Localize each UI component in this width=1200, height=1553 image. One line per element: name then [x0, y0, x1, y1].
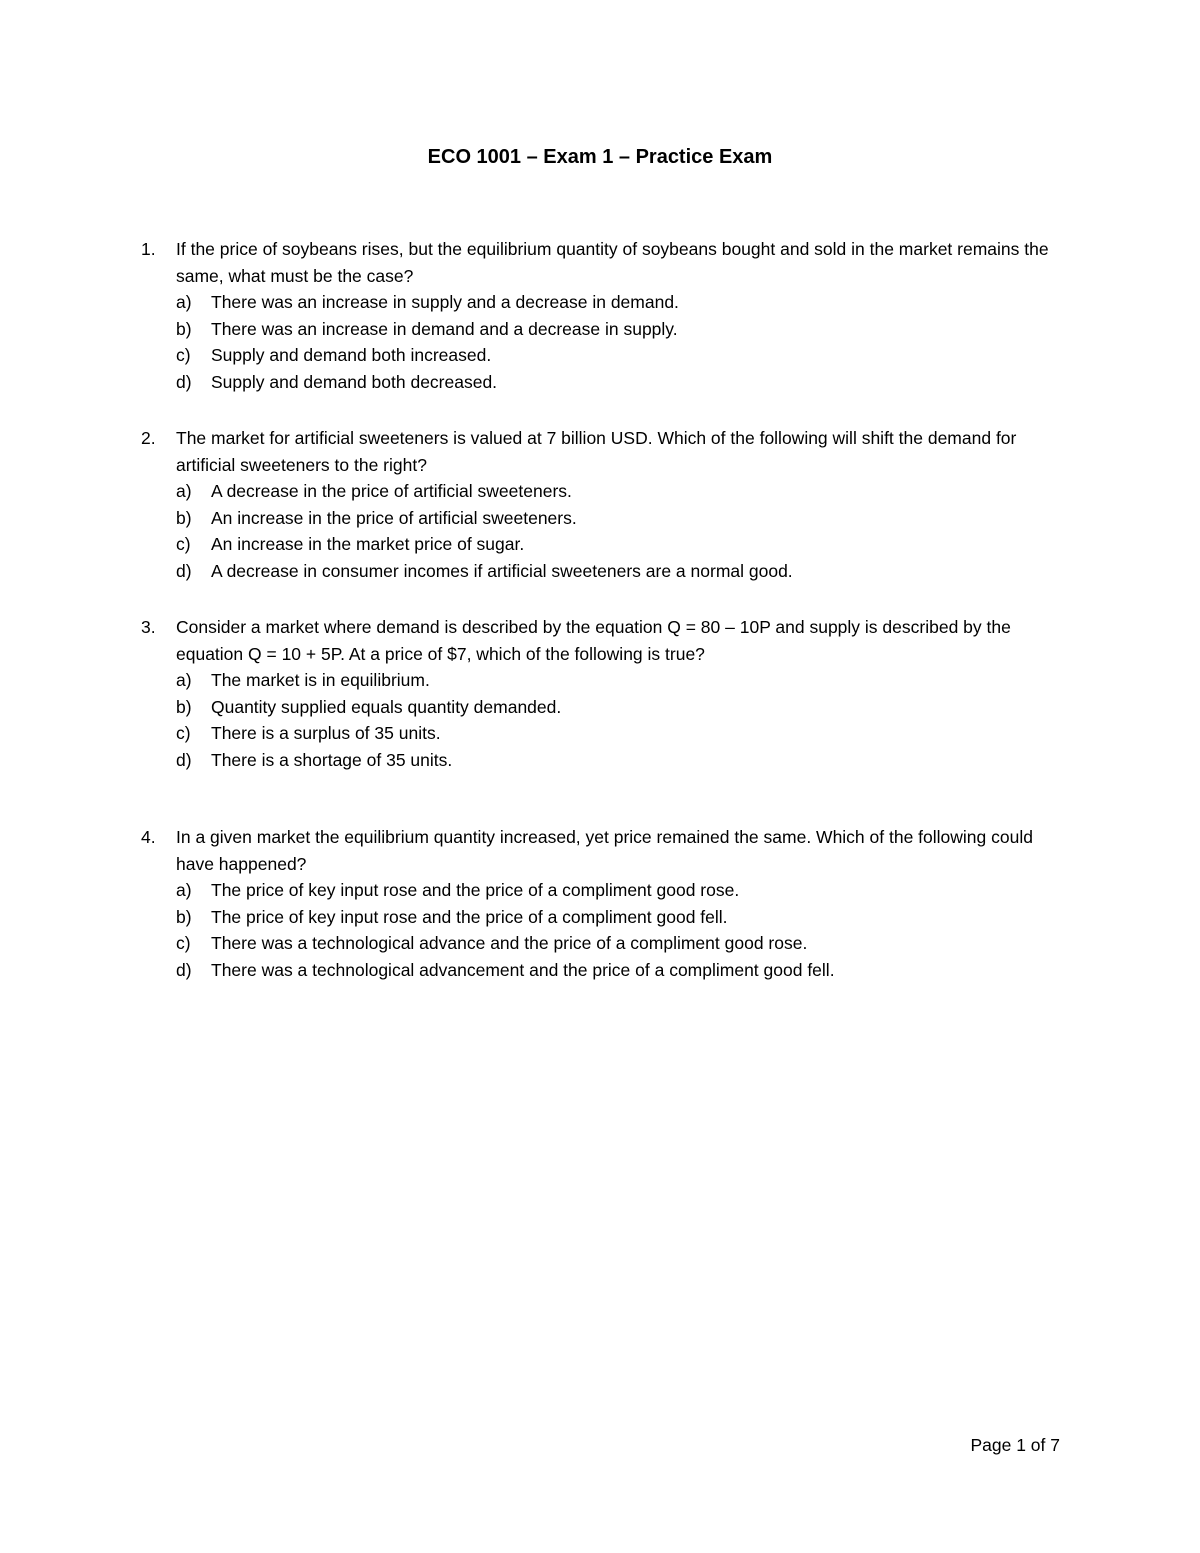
option-text: A decrease in the price of artificial sweeteners.: [211, 481, 572, 501]
answer-option: [176, 369, 1061, 396]
answer-option: [176, 505, 1061, 532]
option-letter: c): [176, 933, 191, 953]
answer-option: [176, 558, 1061, 585]
option-text: There was an increase in demand and a decrease in supply.: [211, 318, 678, 339]
question-2: [141, 425, 1061, 584]
option-letter: d): [176, 371, 192, 392]
option-letter: d): [176, 560, 192, 581]
option-text: An increase in the price of artificial sweeteners.: [211, 507, 577, 528]
question-text: Consider a market where demand is described by the equation Q = 80 – 10P and supply is described by the equation Q = 10 + 5P. At a price of $7, which of the following is true?: [176, 617, 1011, 664]
answer-option: [176, 904, 1061, 931]
question-4: [141, 824, 1061, 983]
answer-option: [176, 667, 1061, 694]
option-text: There is a surplus of 35 units.: [211, 723, 441, 743]
question-number: 3.: [141, 617, 156, 637]
answer-option: [176, 720, 1061, 747]
option-letter: b): [176, 318, 192, 339]
option-letter: d): [176, 959, 192, 980]
option-text: An increase in the market price of sugar.: [211, 534, 525, 554]
option-letter: b): [176, 696, 192, 717]
option-text: The price of key input rose and the price of a compliment good fell.: [211, 906, 728, 927]
answer-option: [176, 316, 1061, 343]
option-letter: b): [176, 906, 192, 927]
option-letter: c): [176, 723, 191, 743]
answer-option: [176, 289, 1061, 316]
option-text: A decrease in consumer incomes if artificial sweeteners are a normal good.: [211, 560, 793, 581]
page-number: Page 1 of 7: [970, 1435, 1060, 1455]
question-number: 2.: [141, 428, 156, 448]
answer-option: [176, 930, 1061, 957]
answer-option: [176, 957, 1061, 984]
option-letter: a): [176, 880, 192, 900]
option-text: Supply and demand both decreased.: [211, 371, 498, 392]
option-letter: c): [176, 534, 191, 554]
option-letter: b): [176, 507, 192, 528]
option-text: The price of key input rose and the price of a compliment good rose.: [211, 880, 740, 900]
answer-option: [176, 478, 1061, 505]
answer-option: [176, 877, 1061, 904]
option-text: Supply and demand both increased.: [211, 345, 492, 365]
question-number: 4.: [141, 827, 156, 847]
answer-options: [141, 667, 1061, 773]
answer-options: [141, 877, 1061, 983]
page-title: ECO 1001 – Exam 1 – Practice Exam: [427, 146, 773, 168]
option-text: There was a technological advancement and the price of a compliment good fell.: [211, 959, 835, 980]
question-text: The market for artificial sweeteners is valued at 7 billion USD. Which of the following will shift the demand for artificial sweeteners to the right?: [176, 428, 1017, 475]
answer-options: [141, 289, 1061, 395]
option-text: There was a technological advance and the price of a compliment good rose.: [211, 933, 808, 953]
question-number: 1.: [141, 239, 156, 259]
question-3: [141, 614, 1061, 773]
option-letter: a): [176, 670, 192, 690]
answer-options: [141, 478, 1061, 584]
question-text: If the price of soybeans rises, but the equilibrium quantity of soybeans bought and sold in the market remains the same, what must be the case?: [176, 239, 1049, 286]
option-text: There is a shortage of 35 units.: [211, 749, 453, 770]
option-letter: a): [176, 481, 192, 501]
answer-option: [176, 747, 1061, 774]
question-text: In a given market the equilibrium quantity increased, yet price remained the same. Which of the following could have happened?: [176, 827, 1033, 874]
option-text: There was an increase in supply and a decrease in demand.: [211, 292, 679, 312]
option-letter: d): [176, 749, 192, 770]
answer-option: [176, 531, 1061, 558]
option-text: The market is in equilibrium.: [211, 670, 430, 690]
answer-option: [176, 694, 1061, 721]
option-text: Quantity supplied equals quantity demanded.: [211, 696, 562, 717]
answer-option: [176, 342, 1061, 369]
option-letter: c): [176, 345, 191, 365]
question-1: [141, 236, 1061, 395]
option-letter: a): [176, 292, 192, 312]
